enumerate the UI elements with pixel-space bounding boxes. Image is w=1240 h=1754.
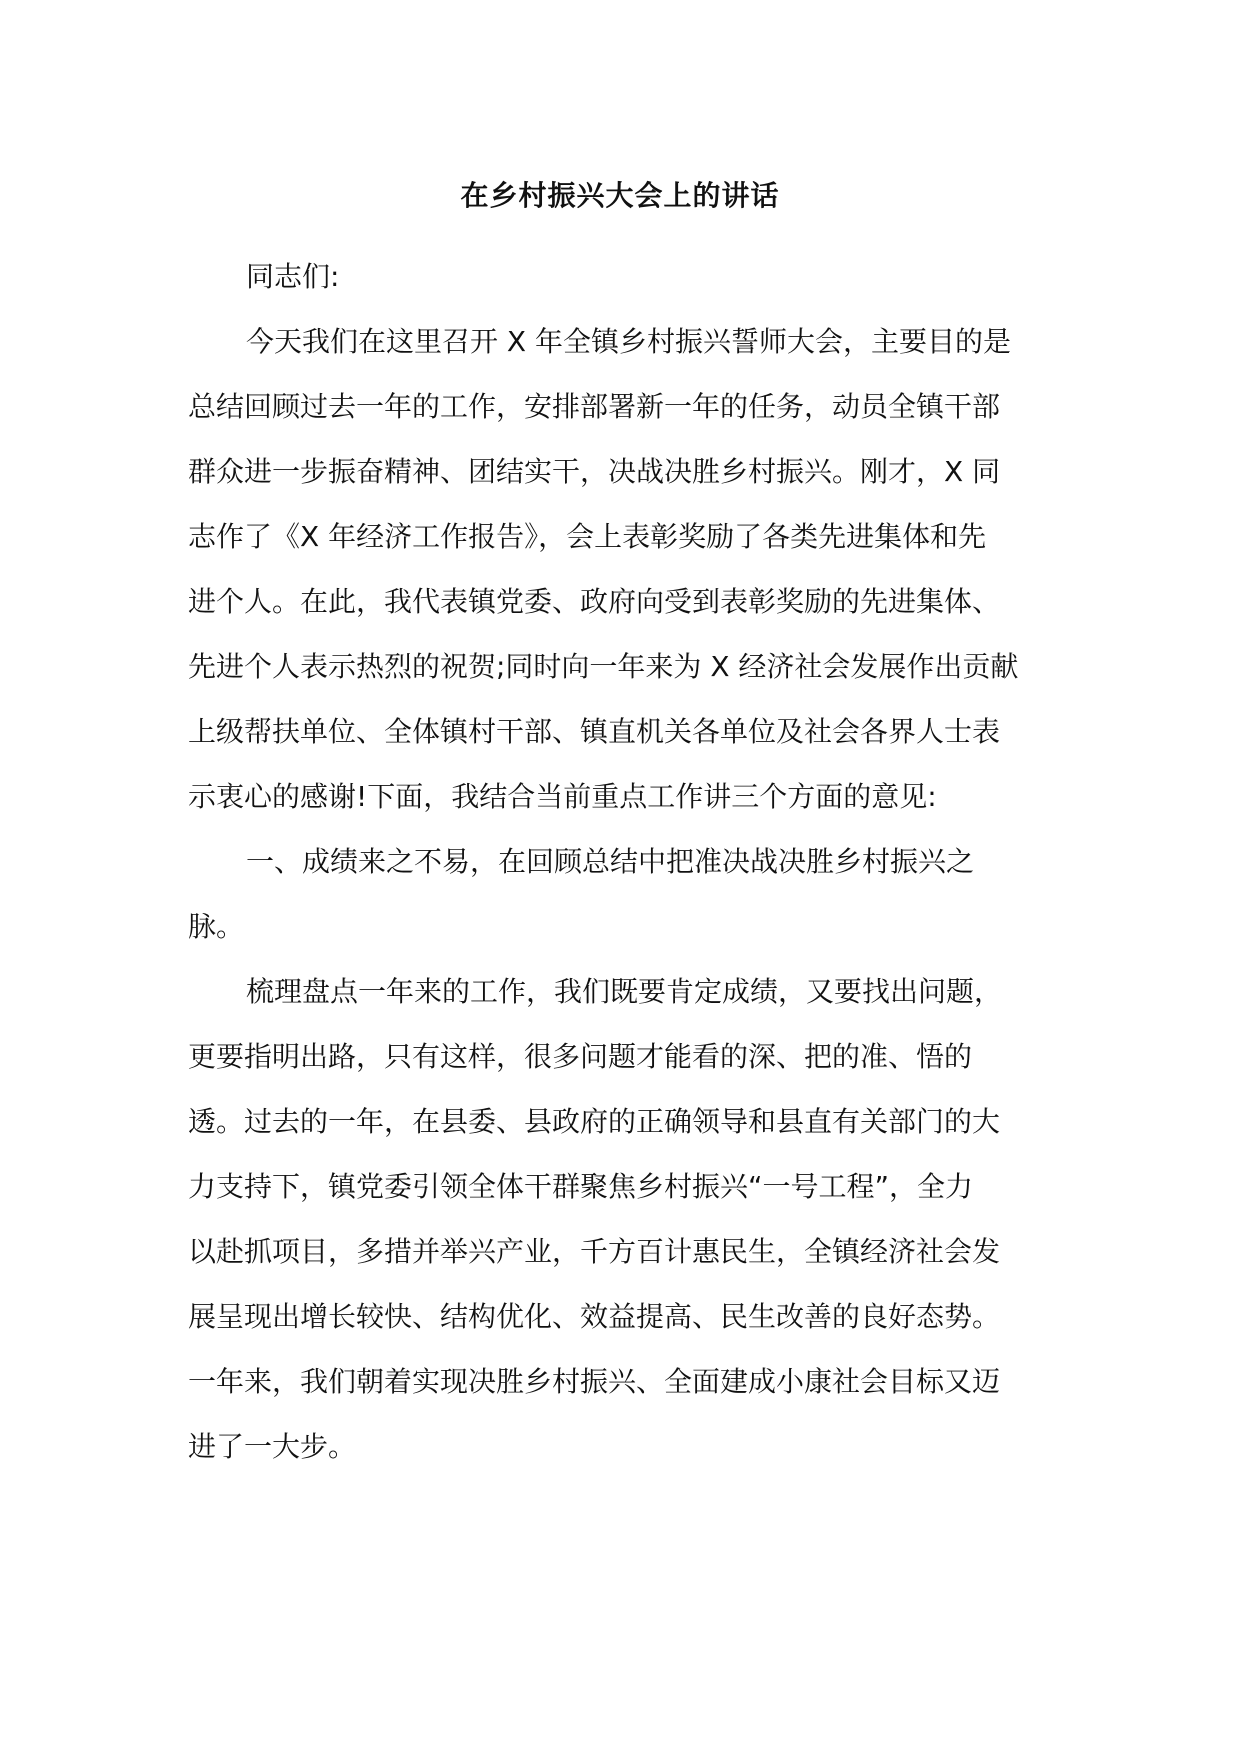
text-line: 总结回顾过去一年的工作，安排部署新一年的任务，动员全镇干部: [188, 390, 1001, 423]
text-line: 志作了《X 年经济工作报告》，会上表彰奖励了各类先进集体和先: [188, 520, 987, 553]
text-line: 透。过去的一年，在县委、县政府的正确领导和县直有关部门的大: [188, 1105, 1001, 1138]
review-paragraph: [188, 959, 1054, 1479]
text-line: 一、成绩来之不易，在回顾总结中把准决战决胜乡村振兴之: [246, 845, 975, 878]
text-line: 进个人。在此，我代表镇党委、政府向受到表彰奖励的先进集体、: [188, 585, 1001, 618]
opening-paragraph: [188, 309, 1054, 829]
text-line: 群众进一步振奋精神、团结实干，决战决胜乡村振兴。刚才，X 同: [188, 455, 1001, 488]
text-line: 梳理盘点一年来的工作，我们既要肯定成绩，又要找出问题，: [246, 975, 1003, 1008]
text-line: 脉。: [188, 910, 245, 943]
text-line: 先进个人表示热烈的祝贺;同时向一年来为 X 经济社会发展作出贡献: [188, 650, 1019, 683]
text-line: 今天我们在这里召开 X 年全镇乡村振兴誓师大会，主要目的是: [246, 325, 1011, 358]
text-line: 上级帮扶单位、全体镇村干部、镇直机关各单位及社会各界人士表: [188, 715, 1001, 748]
text-line: 同志们:: [246, 260, 340, 293]
section-heading-paragraph: [188, 829, 1054, 959]
text-line: 一年来，我们朝着实现决胜乡村振兴、全面建成小康社会目标又迈: [188, 1365, 1001, 1398]
text-line: 展呈现出增长较快、结构优化、效益提高、民生改善的良好态势。: [188, 1300, 1001, 1333]
text-line: 更要指明出路，只有这样，很多问题才能看的深、把的准、悟的: [188, 1040, 973, 1073]
text-line: 力支持下，镇党委引领全体干群聚焦乡村振兴“一号工程”，全力: [188, 1170, 974, 1203]
document-body: [188, 244, 1054, 1479]
salutation-paragraph: [188, 244, 1054, 309]
text-line: 以赴抓项目，多措并举兴产业，千方百计惠民生，全镇经济社会发: [188, 1235, 1001, 1268]
document-title: 在乡村振兴大会上的讲话: [460, 179, 780, 212]
text-line: 进了一大步。: [188, 1430, 357, 1463]
text-line: 示衷心的感谢!下面，我结合当前重点工作讲三个方面的意见:: [188, 780, 937, 813]
